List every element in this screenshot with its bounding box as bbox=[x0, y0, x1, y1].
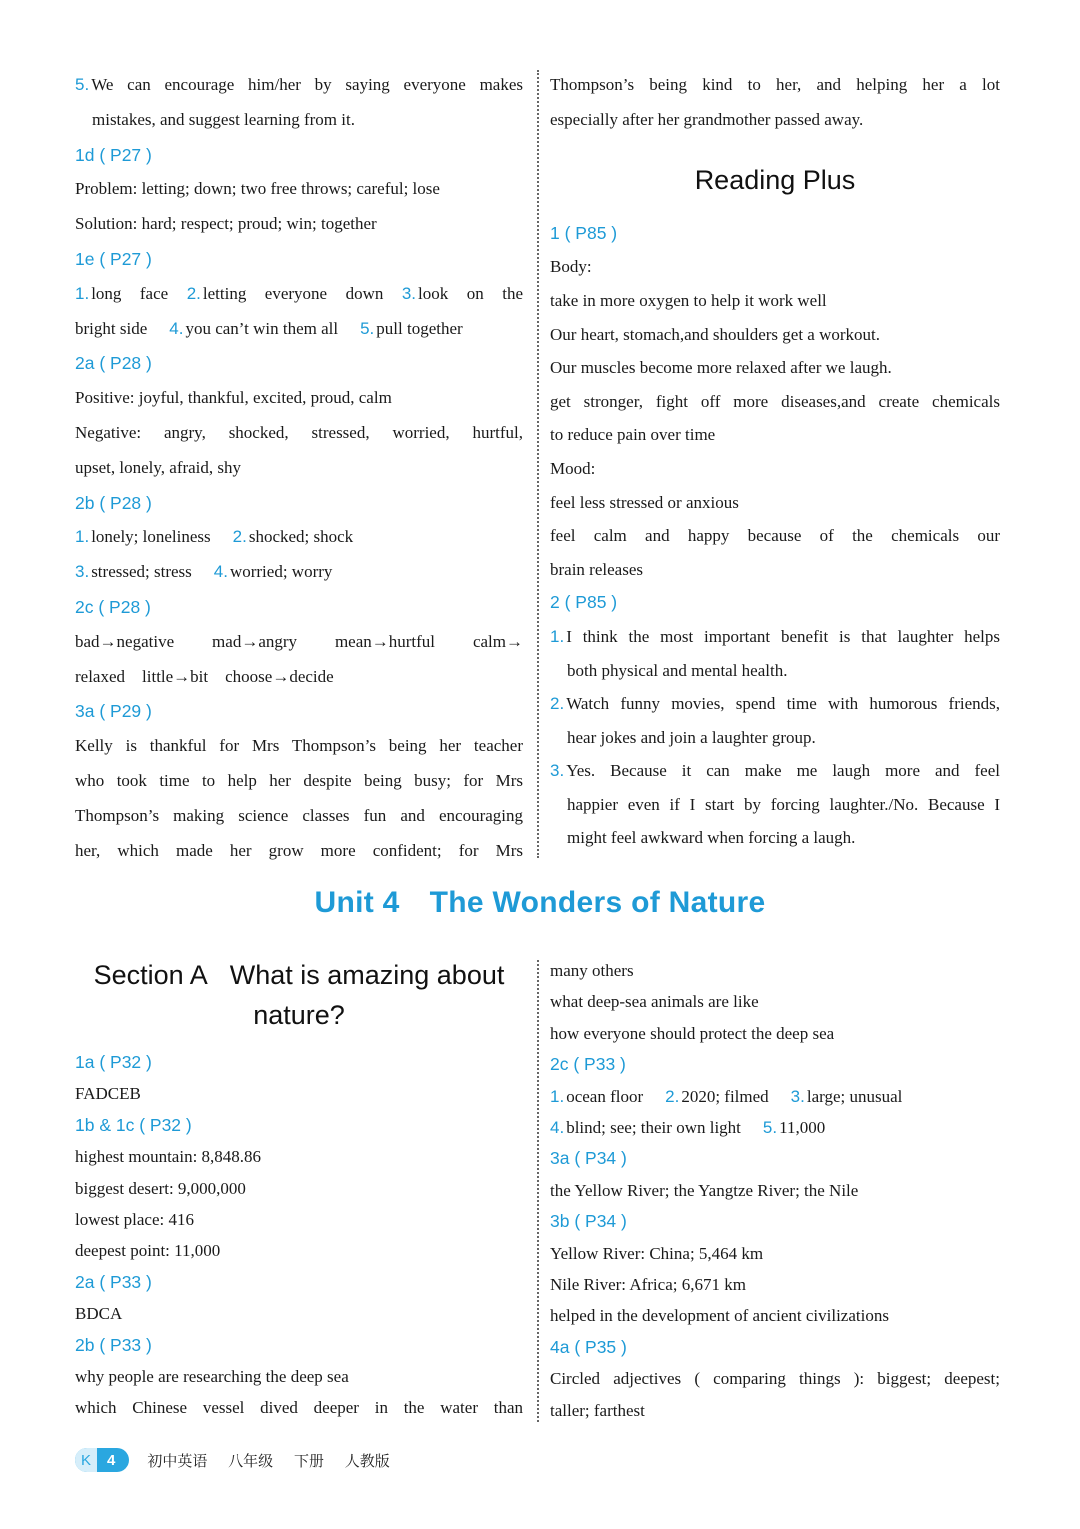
exercise-heading-3a: 3a ( P34 ) bbox=[550, 1148, 627, 1169]
answer-line: hear jokes and join a laughter group. bbox=[567, 727, 816, 747]
answer-text: lonely; loneliness bbox=[91, 527, 211, 547]
item-number: 3. bbox=[790, 1086, 805, 1106]
answer-line: Solution: hard; respect; proud; win; together bbox=[75, 214, 377, 234]
answer-text: I think the most important benefit is that laughter helps bbox=[566, 626, 1000, 646]
unit-number: Unit 4 bbox=[314, 886, 400, 919]
exercise-heading-2: 2 ( P85 ) bbox=[550, 592, 618, 613]
answer-text: Yes. Because it can make me laugh more and feel bbox=[566, 761, 1000, 781]
answer-line: Circled adjectives ( comparing things ): biggest; deepest; bbox=[550, 1369, 1000, 1389]
exercise-heading-2b: 2b ( P28 ) bbox=[75, 492, 152, 513]
item-number: 2. bbox=[186, 283, 201, 303]
answer-line: what deep-sea animals are like bbox=[550, 992, 759, 1012]
answer-line: Negative: angry, shocked, stressed, worried, hurtful, bbox=[75, 422, 523, 442]
item-number: 1. bbox=[550, 1086, 565, 1106]
item-number: 5. bbox=[360, 318, 375, 338]
answer-line: might feel awkward when forcing a laugh. bbox=[567, 828, 856, 848]
answer-line: feel calm and happy because of the chemicals our bbox=[550, 526, 1000, 546]
answer-line: Our muscles become more relaxed after we laugh. bbox=[550, 358, 892, 378]
exercise-heading-3b: 3b ( P34 ) bbox=[550, 1211, 627, 1232]
answer-line bbox=[550, 754, 1000, 788]
page-footer bbox=[75, 1446, 406, 1474]
item-number: 1. bbox=[75, 283, 90, 303]
unit-title bbox=[0, 886, 1080, 920]
answer-text: shocked; shock bbox=[248, 527, 354, 547]
column-divider bbox=[537, 960, 539, 1422]
answer-line: Kelly is thankful for Mrs Thompson’s being her teacher bbox=[75, 736, 523, 756]
answer-text: ocean floor bbox=[566, 1086, 644, 1106]
item-number: 2. bbox=[665, 1086, 680, 1106]
exercise-heading-1: 1 ( P85 ) bbox=[550, 222, 618, 243]
answer-line: Mood: bbox=[550, 458, 596, 478]
item-number: 1. bbox=[75, 527, 90, 547]
answer-line bbox=[75, 277, 523, 312]
page-badge bbox=[75, 1448, 129, 1472]
answer-text: 2020; filmed bbox=[681, 1086, 769, 1106]
item-number: 2. bbox=[550, 694, 565, 714]
answer-text: blind; see; their own light bbox=[566, 1118, 741, 1138]
section-label: Section A bbox=[93, 960, 208, 990]
answer-text: long face bbox=[91, 283, 169, 303]
answer-line: Thompson’s making science classes fun and encouraging bbox=[75, 805, 523, 825]
exercise-heading-2b: 2b ( P33 ) bbox=[75, 1334, 152, 1355]
left-column-top bbox=[75, 68, 523, 868]
answer-line: which Chinese vessel dived deeper in the water than bbox=[75, 1398, 523, 1418]
exercise-heading-1d: 1d ( P27 ) bbox=[75, 144, 152, 165]
answer-line: Positive: joyful, thankful, excited, proud, calm bbox=[75, 388, 392, 408]
answer-line: Thompson’s being kind to her, and helping her a lot bbox=[550, 75, 1000, 94]
answer-line: her, which made her grow more confident; for Mrs bbox=[75, 840, 523, 860]
item-number: 4. bbox=[169, 318, 184, 338]
answer-line bbox=[75, 312, 523, 347]
answer-text: stressed; stress bbox=[91, 562, 192, 582]
book-edition: 人教版 bbox=[344, 1451, 390, 1470]
answer-line: mistakes, and suggest learning from it. bbox=[92, 109, 355, 129]
answer-text: pull together bbox=[376, 318, 463, 338]
item-number: 5. bbox=[75, 75, 90, 94]
answer-line: highest mountain: 8,848.86 bbox=[75, 1147, 262, 1167]
answer-line: get stronger, fight off more diseases,and create chemicals bbox=[550, 391, 1000, 411]
item-number: 1. bbox=[550, 626, 565, 646]
answer-line bbox=[550, 1112, 1000, 1143]
answer-text: you can’t win them all bbox=[185, 318, 339, 338]
answer-line: brain releases bbox=[550, 559, 643, 579]
section-question: What is amazing about bbox=[229, 960, 505, 990]
answer-text: We can encourage him/her by saying everyone makes bbox=[91, 75, 523, 94]
exercise-heading-1b-1c: 1b & 1c ( P32 ) bbox=[75, 1114, 192, 1135]
unit-name: The Wonders of Nature bbox=[429, 886, 766, 919]
answer-text: letting everyone down bbox=[202, 283, 384, 303]
answer-line: why people are researching the deep sea bbox=[75, 1367, 349, 1387]
answer-text: 11,000 bbox=[779, 1118, 826, 1138]
answer-line: BDCA bbox=[75, 1304, 123, 1324]
answer-line bbox=[550, 687, 1000, 721]
answer-line: Yellow River: China; 5,464 km bbox=[550, 1243, 764, 1263]
answer-line: relaxed little→bit choose→decide bbox=[75, 666, 334, 686]
answer-line: Nile River: Africa; 6,671 km bbox=[550, 1275, 746, 1295]
reading-plus-title: Reading Plus bbox=[694, 164, 856, 195]
item-number: 4. bbox=[213, 562, 228, 582]
answer-line: who took time to help her despite being busy; for Mrs bbox=[75, 770, 523, 790]
exercise-heading-2a: 2a ( P28 ) bbox=[75, 353, 152, 374]
answer-line: the Yellow River; the Yangtze River; the Nile bbox=[550, 1180, 859, 1200]
book-info bbox=[147, 1450, 405, 1471]
answer-line: helped in the development of ancient civilizations bbox=[550, 1306, 889, 1326]
page-number: 4 bbox=[107, 1451, 116, 1469]
answer-line: many others bbox=[550, 961, 634, 980]
item-number: 5. bbox=[762, 1118, 778, 1138]
answer-line: especially after her grandmother passed away. bbox=[550, 109, 864, 129]
answer-line: Problem: letting; down; two free throws; careful; lose bbox=[75, 179, 440, 199]
answer-line: deepest point: 11,000 bbox=[75, 1241, 221, 1261]
answer-line: Body: bbox=[550, 257, 592, 277]
answer-line: to reduce pain over time bbox=[550, 425, 716, 445]
answer-line bbox=[75, 520, 523, 555]
exercise-heading-4a: 4a ( P35 ) bbox=[550, 1336, 627, 1357]
answer-line bbox=[75, 68, 523, 103]
right-column-top bbox=[550, 68, 1000, 855]
answer-line: taller; farthest bbox=[550, 1400, 645, 1420]
answer-text: look on the bbox=[418, 283, 523, 303]
exercise-heading-2c: 2c ( P28 ) bbox=[75, 596, 151, 617]
exercise-heading-2a: 2a ( P33 ) bbox=[75, 1271, 152, 1292]
answer-line bbox=[75, 555, 523, 590]
item-number: 3. bbox=[550, 761, 565, 781]
left-column-bottom bbox=[75, 955, 523, 1424]
answer-line bbox=[550, 1081, 1000, 1112]
answer-text: Watch funny movies, spend time with humorous friends, bbox=[566, 694, 1000, 714]
answer-line: upset, lonely, afraid, shy bbox=[75, 457, 242, 477]
book-volume: 下册 bbox=[293, 1451, 324, 1470]
item-number: 3. bbox=[401, 283, 417, 303]
item-number: 4. bbox=[550, 1118, 565, 1138]
answer-line: take in more oxygen to help it work well bbox=[550, 290, 827, 310]
answer-line bbox=[550, 620, 1000, 654]
k-logo-icon: K bbox=[75, 1448, 97, 1472]
item-number: 3. bbox=[75, 562, 90, 582]
section-title bbox=[75, 955, 523, 1035]
exercise-heading-3a: 3a ( P29 ) bbox=[75, 701, 152, 722]
answer-line: both physical and mental health. bbox=[567, 660, 788, 680]
answer-line: lowest place: 416 bbox=[75, 1210, 194, 1230]
book-grade: 八年级 bbox=[228, 1451, 274, 1470]
answer-text: bright side bbox=[75, 318, 148, 338]
right-column-bottom bbox=[550, 955, 1000, 1426]
answer-text: large; unusual bbox=[806, 1086, 903, 1106]
answer-line: how everyone should protect the deep sea bbox=[550, 1023, 835, 1043]
answer-text: worried; worry bbox=[229, 562, 333, 582]
column-divider bbox=[537, 70, 539, 858]
section-question-cont: nature? bbox=[253, 1000, 345, 1030]
answer-line: Our heart, stomach,and shoulders get a workout. bbox=[550, 324, 880, 344]
answer-line: biggest desert: 9,000,000 bbox=[75, 1178, 246, 1198]
book-subject: 初中英语 bbox=[147, 1451, 208, 1470]
answer-line: bad→negative mad→angry mean→hurtful calm→ bbox=[75, 631, 523, 651]
answer-line: feel less stressed or anxious bbox=[550, 492, 739, 512]
answer-line: FADCEB bbox=[75, 1084, 141, 1104]
exercise-heading-2c: 2c ( P33 ) bbox=[550, 1054, 626, 1075]
answer-line: happier even if I start by forcing laughter./No. Because I bbox=[567, 794, 1000, 814]
item-number: 2. bbox=[232, 527, 247, 547]
exercise-heading-1a: 1a ( P32 ) bbox=[75, 1052, 152, 1072]
exercise-heading-1e: 1e ( P27 ) bbox=[75, 248, 152, 269]
